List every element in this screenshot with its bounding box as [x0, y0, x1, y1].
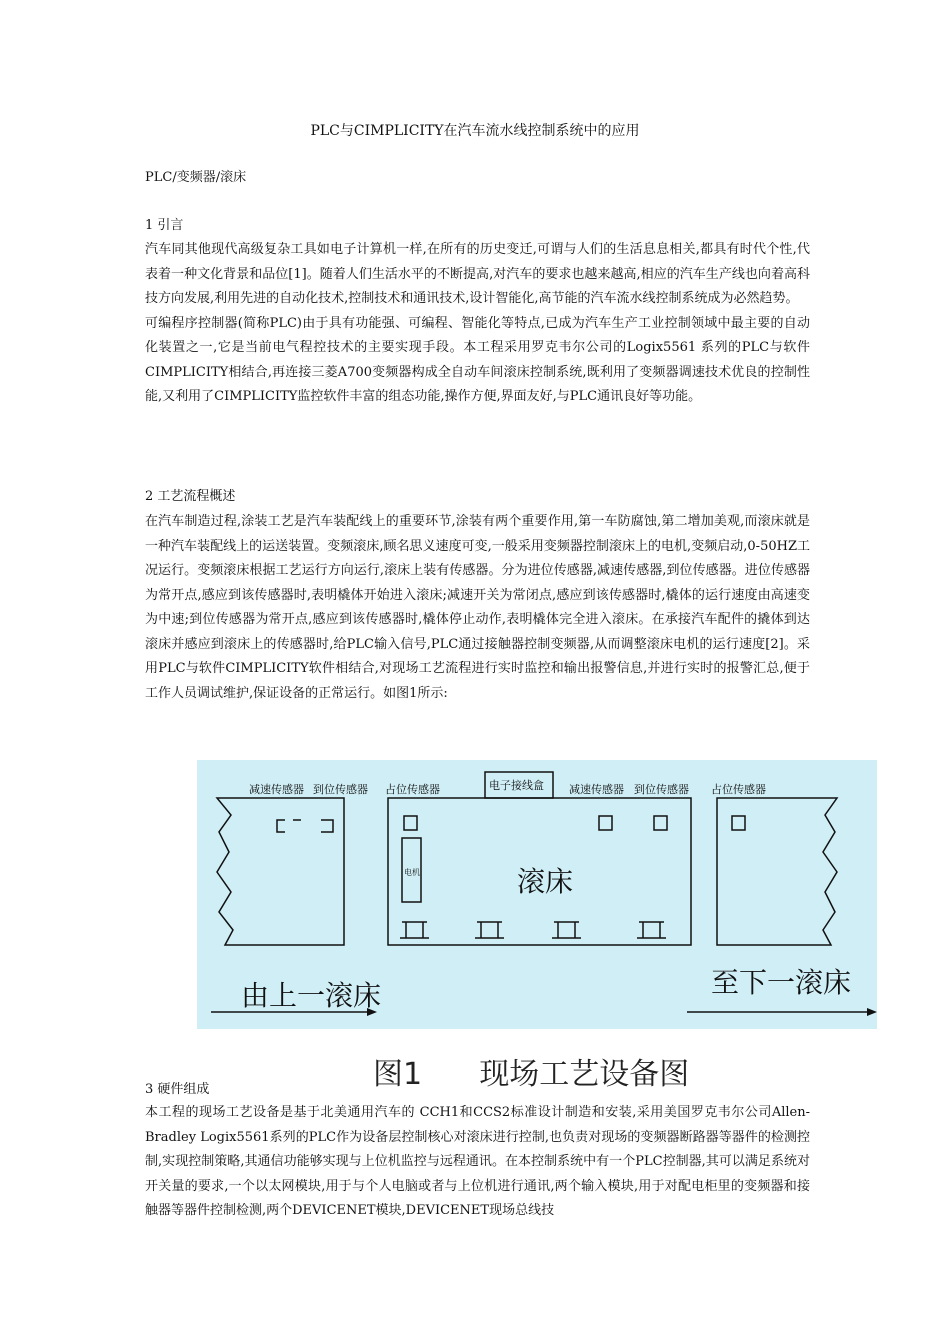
figure-1-diagram [197, 760, 877, 1029]
section-3-paragraph-1: 本工程的现场工艺设备是基于北美通用汽车的 CCH1和CCS2标准设计制造和安装,采用美国罗克韦尔公司Allen-Bradley Logix5561系列的PLC作为设备层控制核心对滚床进行控制,也负责对现场的变频器断路器等器件的检测控制,实现控制策略,其通信功能够实现与上位机监控与远程通讯。在本控制系统中有一个PLC控制器,其可以满足系统对开关量的要求,一个以太网模块,用于与个人电脑或者与上位机进行通讯,两个输入模块,用于对配电柜里的变频器和接触器等器件控制检测,两个DEVICENET模块,DEVICENET现场总线技 [145, 1105, 810, 1218]
label-left-arrive: 到位传感器 [313, 783, 368, 796]
sensor-left-1 [277, 820, 301, 832]
sensor-center-arrive [654, 816, 667, 830]
label-center-arrive: 到位传感器 [634, 783, 689, 796]
label-center-occupy: 占位传感器 [385, 783, 440, 796]
section-3-heading: 3 硬件组成 [145, 1082, 210, 1097]
label-to-next: 至下一滚床 [711, 966, 852, 999]
document-title: PLC与CIMPLICITY在汽车流水线控制系统中的应用 [310, 123, 640, 139]
section-3-body [145, 1101, 810, 1224]
roller-bed-diagram [197, 760, 877, 1029]
label-motor: 电机 [404, 868, 420, 877]
label-right-occupy: 占位传感器 [711, 783, 766, 796]
label-roller-bed: 滚床 [517, 865, 574, 898]
sensor-right-occupy [732, 816, 745, 830]
sensor-center-occupy [404, 816, 417, 830]
section-2-paragraph-1: 在汽车制造过程,涂装工艺是汽车装配线上的重要环节,涂装有两个重要作用,第一车防腐蚀,第二增加美观,而滚床就是一种汽车装配线上的运送装置。变频滚床,顾名思义速度可变,一般采用变频器控制滚床上的电机,变频启动,0-50HZ工况运行。变频滚床根据工艺运行方向运行,滚床上装有传感器。分为进位传感器,减速传感器,到位传感器。进位传感器为常开点,感应到该传感器时,表明橇体开始进入滚床;减速开关为常闭点,感应到该传感器时,橇体的运行速度由高速变为中速;到位传感器为常开点,感应到该传感器时,橇体停止动作,表明橇体完全进入滚床。在承接汽车配件的撬体到达滚床并感应到滚床上的传感器时,给PLC输入信号,PLC通过接触器控制变频器,从而调整滚床电机的运行速度[2]。采用PLC与软件CIMPLICITY软件相结合,对现场工艺流程进行实时监控和输出报警信息,并进行实时的报警汇总,便于工作人员调试维护,保证设备的正常运行。如图1所示: [145, 514, 810, 701]
section-1-paragraph-2: 可编程序控制器(简称PLC)由于具有功能强、可编程、智能化等特点,已成为汽车生产工业控制领域中最主要的自动化装置之一,它是当前电气程控技术的主要实现手段。本工程采用罗克韦尔公司的Logix5561 系列的PLC与软件CIMPLICITY相结合,再连接三菱A700变频器构成全自动车间滚床控制系统,既利用了变频器调速技术优良的控制性能,又利用了CIMPLICITY监控软件丰富的组态功能,操作方便,界面友好,与PLC通讯良好等功能。 [145, 315, 810, 404]
sensor-center-decel [599, 816, 612, 830]
rollers [400, 922, 666, 938]
label-from-prev: 由上一滚床 [241, 979, 382, 1012]
figure-1-caption [373, 1055, 689, 1095]
figure-caption-number: 图1 [373, 1057, 423, 1092]
label-junction-box: 电子接线盒 [489, 779, 544, 792]
figure-caption-text: 现场工艺设备图 [479, 1057, 690, 1092]
label-center-decel: 减速传感器 [569, 783, 624, 796]
keywords: PLC/变频器/滚床 [145, 170, 247, 185]
section-1-body [145, 238, 810, 410]
section-1-heading: 1 引言 [145, 218, 184, 233]
sensor-left-2 [321, 820, 333, 832]
section-1-paragraph-1: 汽车同其他现代高级复杂工具如电子计算机一样,在所有的历史变迁,可谓与人们的生活息息相关,都具有时代个性,代表着一种文化背景和品位[1]。随着人们生活水平的不断提高,对汽车的要求也越来越高,相应的汽车生产线也向着高科技方向发展,利用先进的自动化技术,控制技术和通讯技术,设计智能化,高节能的汽车流水线控制系统成为必然趋势。 [145, 242, 810, 306]
section-2-heading: 2 工艺流程概述 [145, 489, 236, 504]
section-2-body [145, 510, 810, 706]
label-left-decel: 减速传感器 [249, 783, 304, 796]
right-bed-outline [717, 798, 837, 945]
